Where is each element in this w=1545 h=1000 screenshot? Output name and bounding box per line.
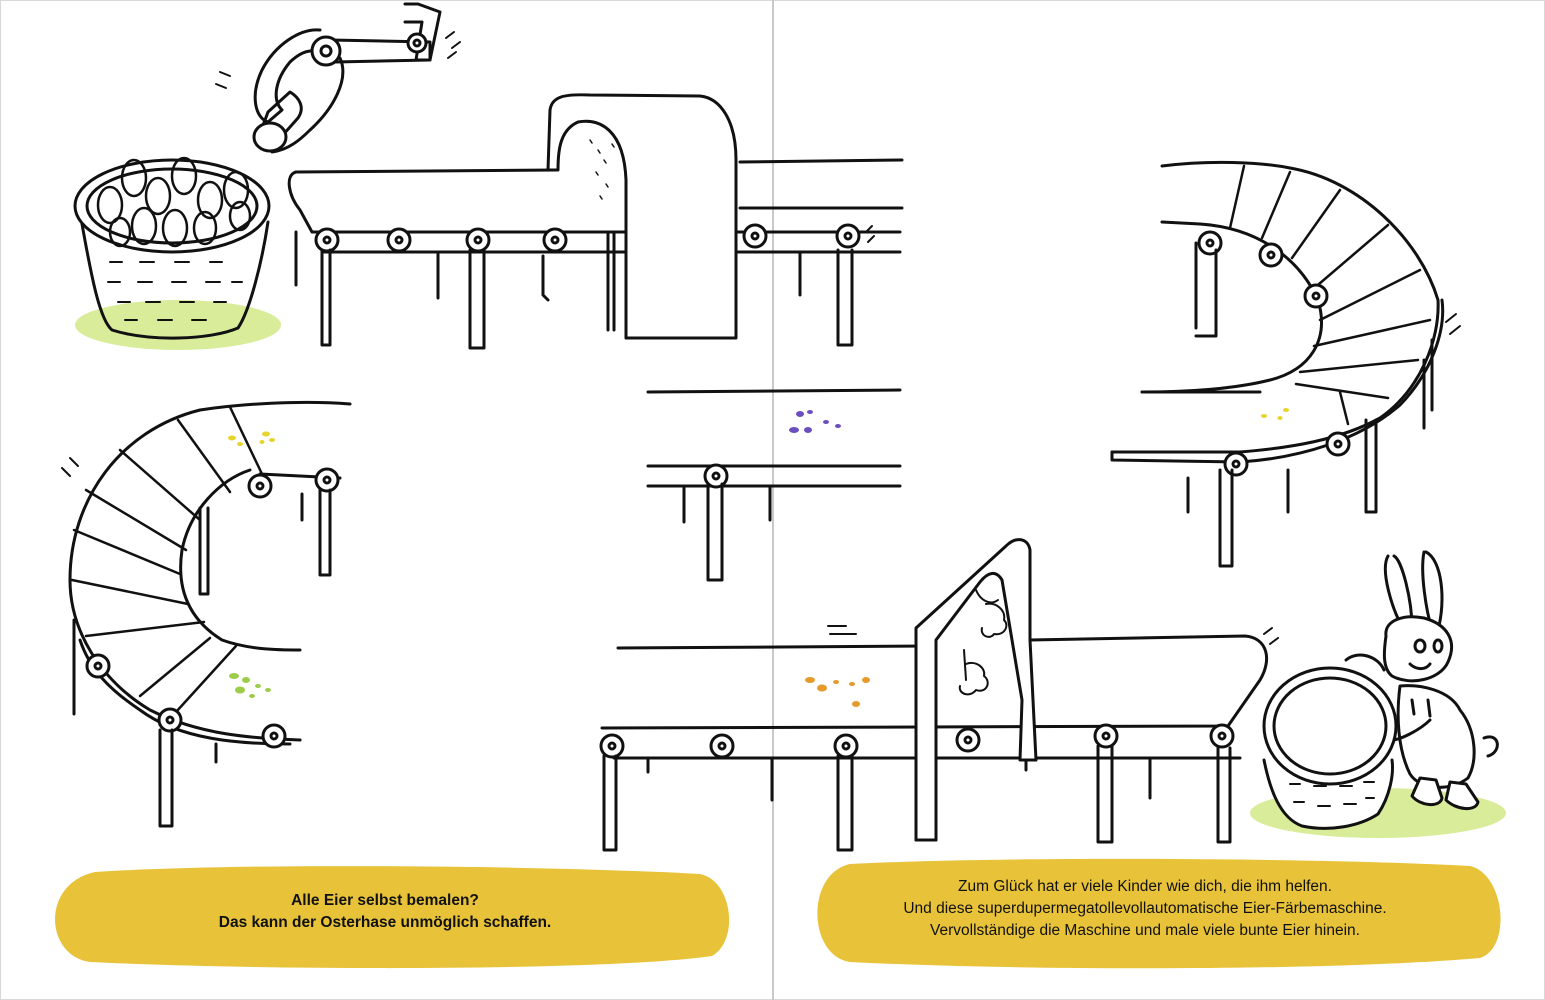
paint-tunnel-icon xyxy=(916,540,1036,840)
conveyor-belt-icon xyxy=(62,402,350,826)
conveyor-belt-icon xyxy=(601,626,1278,850)
caption-left xyxy=(60,890,710,934)
conveyor-belt-icon xyxy=(289,160,902,348)
empty-basket-icon xyxy=(1264,655,1396,828)
paint-tunnel-icon xyxy=(548,95,736,338)
easter-bunny-icon xyxy=(1384,552,1497,809)
conveyor-belt-icon xyxy=(1112,162,1460,566)
grass-patch-left xyxy=(75,300,281,350)
caption-left-line-1: Alle Eier selbst bemalen? xyxy=(291,892,479,909)
caption-right-line-1: Zum Glück hat er viele Kinder wie dich, die ihm helfen. xyxy=(958,878,1332,895)
caption-right xyxy=(815,876,1475,942)
caption-right-line-2: Und diese superdupermegatollevollautomatische Eier-Färbemaschine. xyxy=(903,900,1387,917)
robot-claw-icon xyxy=(216,4,460,152)
caption-left-line-2: Das kann der Osterhase unmöglich schaffen. xyxy=(218,914,552,931)
caption-right-line-3: Vervollständige die Maschine und male viele bunte Eier hinein. xyxy=(930,922,1360,939)
